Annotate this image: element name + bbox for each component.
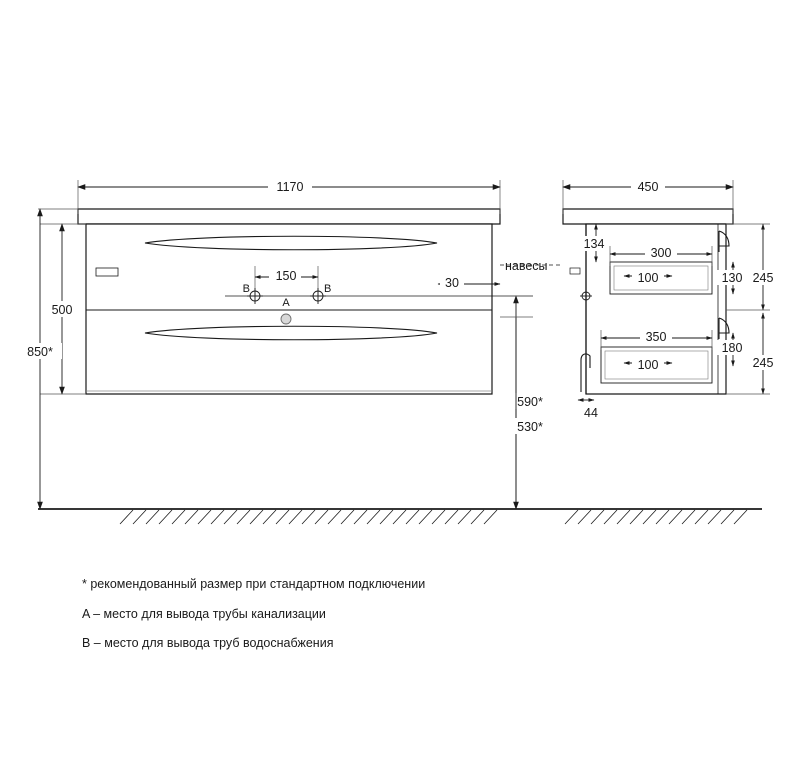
dim-134-label: 134 xyxy=(583,237,605,251)
floor-hatching-right xyxy=(565,510,747,524)
side-left-marker xyxy=(570,268,580,274)
dim-850-label: 850* xyxy=(27,345,53,359)
legend-item-1: A – место для вывода трубы канализации xyxy=(82,606,326,621)
dim-30-label: 30 xyxy=(445,276,459,290)
dim-100-lower-label: 100 xyxy=(637,358,659,372)
point-a-label: A xyxy=(282,297,290,309)
floor-group xyxy=(38,509,762,524)
upper-drawer-handle xyxy=(145,236,437,250)
dim-590-label: 590* xyxy=(517,395,543,409)
dim-44-label: 44 xyxy=(584,406,598,420)
legend xyxy=(82,578,602,667)
legend-item-2: B – место для вывода труб водоснабжения xyxy=(82,636,334,650)
dim-300-label: 300 xyxy=(650,246,672,260)
dim-180-label: 180 xyxy=(721,341,743,355)
dim-1170-label: 1170 xyxy=(276,180,304,194)
side-countertop xyxy=(563,209,733,224)
lower-drawer-handle xyxy=(145,326,437,340)
dim-130-label: 130 xyxy=(721,271,743,285)
dim-530-label: 530* xyxy=(517,420,543,434)
dim-350-label: 350 xyxy=(645,330,667,344)
front-left-marker xyxy=(96,268,118,276)
front-countertop xyxy=(78,209,500,224)
point-b-left-label: B xyxy=(242,283,250,295)
hangers-label: навесы xyxy=(505,259,548,273)
sink-drain xyxy=(281,314,291,324)
legend-item-0: * рекомендованный размер при стандартном подключении xyxy=(82,577,426,591)
dim-100-upper-label: 100 xyxy=(637,271,659,285)
dim-245-upper-label: 245 xyxy=(752,271,774,285)
dim-500-label: 500 xyxy=(51,303,73,317)
dim-150-label: 150 xyxy=(275,269,297,283)
dim-450-label: 450 xyxy=(637,180,659,194)
dim-245-lower-label: 245 xyxy=(752,356,774,370)
point-b-right-label: B xyxy=(324,283,332,295)
floor-hatching-left xyxy=(120,510,497,524)
